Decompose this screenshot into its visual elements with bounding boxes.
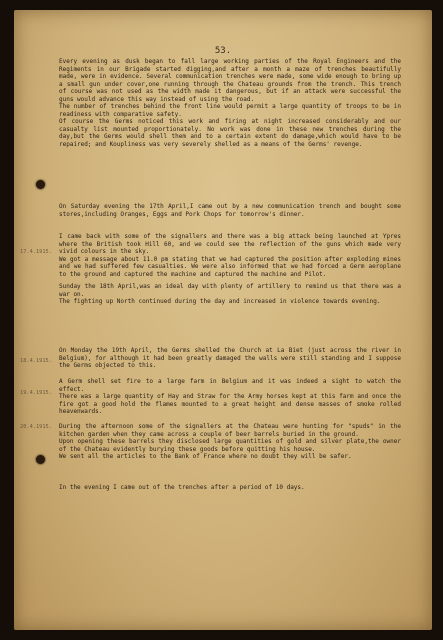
document-frame [8, 6, 436, 636]
typed-page [14, 10, 432, 630]
paragraph: On Saturday evening the 17th April,I came out by a new communication trench and bought some stores,including Oranges, Eggs and Pork Chops for tomorrow's dinner. [59, 203, 401, 218]
paragraph: In the evening I came out of the trenches after a period of 10 days. [59, 484, 305, 491]
paragraph: A Germ shell set fire to a large farm in Belgium and it was indeed a sight to watch the effect. There was a large quantity of Hay and Straw for the Army horses kept at this farm and once the fire got a good hold the flames mounted to a great height and dense masses of smoke rolled heavenwards. [59, 378, 401, 416]
margin-date: 17.4.1915. [20, 249, 52, 255]
paragraph: Sunday the 18th April,was an ideal day with plenty of artillery to remind us that there was a war on. The fighting up North continued during the day and increased in violence towards evening. [59, 283, 401, 306]
margin-date: 18.4.1915. [20, 358, 52, 364]
margin-date: 19.4.1915. [20, 390, 52, 396]
page-number: 53. [214, 46, 232, 56]
punch-hole [36, 455, 45, 464]
paragraph: Every evening as dusk began to fall large working parties of the Royal Engineers and the Regiments in our Brigade started digging,and after a month a maze of trenches beautifully made, were in evidence. Several communication trenches were made, some wide enough to bring up a small gun under cover,one running through the Chateau grounds from the trench. This trench of course was not used as the width made it dangerous, but if an attack were successful the guns would advance this way instead of using the road. The number of trenches behind the front line would permit a large quantity of troops to be in readiness with comparative safety. Of course the Germs noticed this work and firing at night increased considerably and our casualty list mounted proportionately. No work was done in these new trenches during the day,but the Germs would shell them and to a certain extent do damage,which would have to be repaired; and Koupliness was very severely shelled as a means of the Germs' revenge. [59, 58, 401, 149]
punch-holes [36, 10, 46, 630]
paragraph: On Monday the 19th April, the Germs shelled the Church at La Biet (just across the river in Belgium), for although it had been greatly damaged the walls were still standing and I suppose the Germs objected to this. [59, 347, 401, 370]
paragraph: During the afternoon some of the signallers at the Chateau were hunting for "spuds" in the kitchen garden when they came across a couple of beer barrels buried in the ground. Upon opening these barrels they disclosed large quantities of gold and silver plate,the owner of the Chateau evidently burying these goods before quitting his house. We sent all the articles to the Bank of France where no doubt they will be safer. [59, 423, 401, 461]
margin-date: 20.4.1915. [20, 424, 52, 430]
punch-hole [36, 180, 45, 189]
paragraph: I came back with some of the signallers and there was a big attack being launched at Ypres where the British took Hill 60, and we could see the reflection of the guns which made very vivid colours in the sky. We got a message about 11.0 pm stating that we had captured the position after exploding mines and we had suffered few casualties. We were also informed that we had forced a Germ aeroplane to the ground and captured the machine and captured the machine and Pilot. [59, 233, 401, 278]
